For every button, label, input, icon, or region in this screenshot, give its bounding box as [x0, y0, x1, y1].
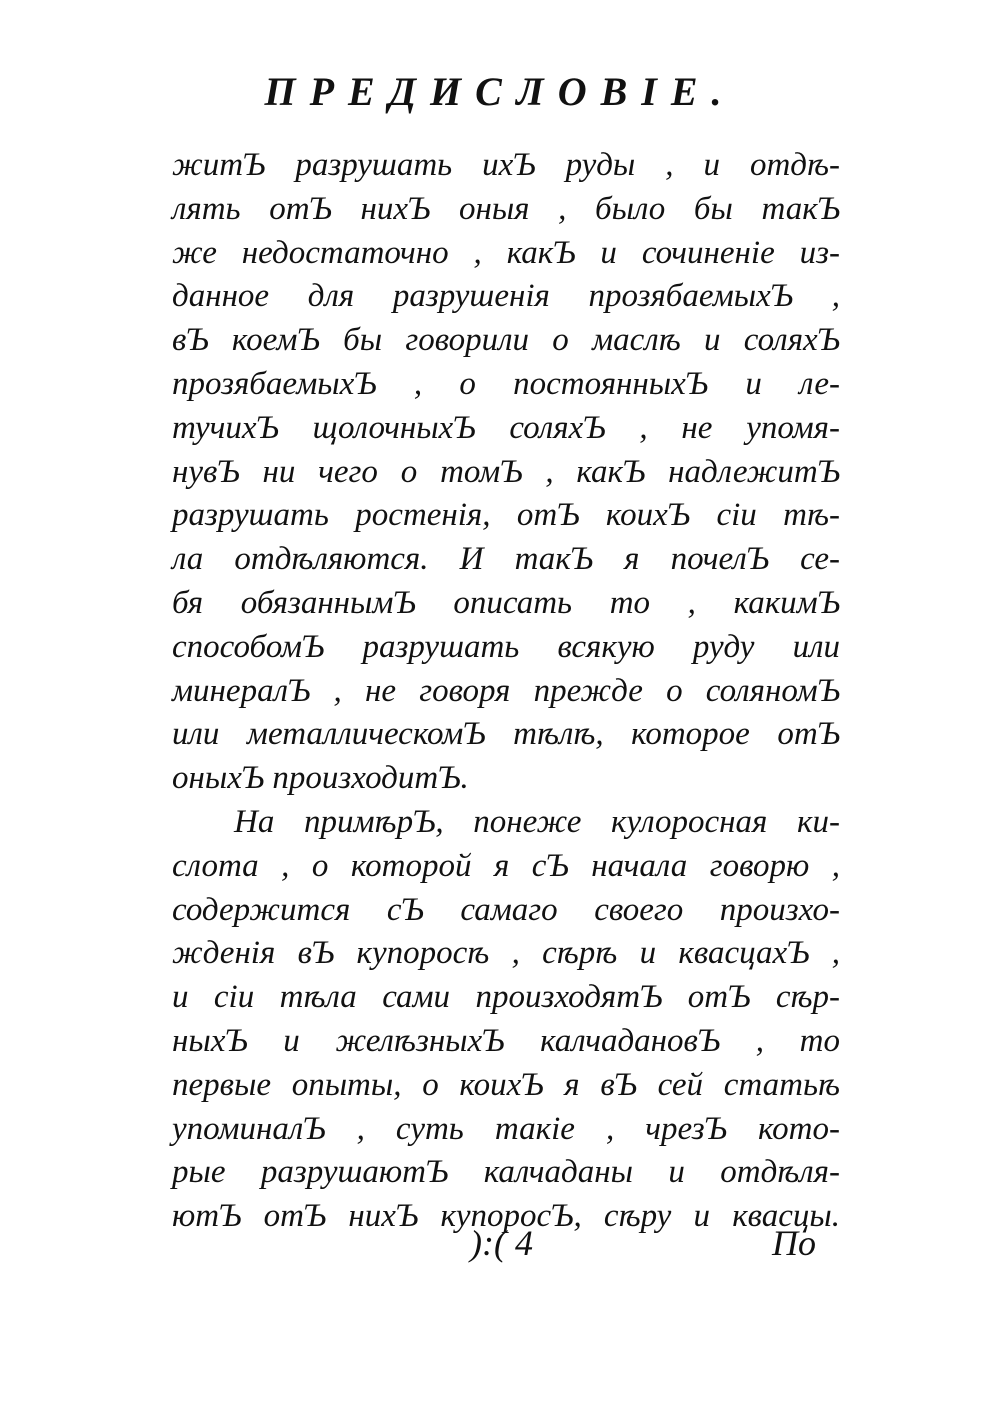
text-line-paragraph-start: На примѣрЪ, понеже кулоросная ки- — [234, 803, 840, 840]
text-line: ныхЪ и желѣзныхЪ калчадановЪ , то — [172, 1022, 840, 1059]
text-line: вЪ коемЪ бы говорили о маслѣ и соляхЪ — [172, 322, 840, 359]
running-head: ПРЕДИСЛОВІЕ. — [264, 69, 736, 114]
text-line: данное для разрушенія прозябаемыхЪ , — [172, 278, 840, 315]
text-line: же недостаточно , какЪ и сочиненіе из- — [172, 234, 840, 271]
text-line: или металлическомЪ тѣлѣ, которое отЪ — [172, 716, 840, 753]
text-line-paragraph-end: оныхЪ произходитЪ. — [172, 760, 469, 797]
text-line: житЪ разрушать ихЪ руды , и отдѣ- — [172, 147, 840, 183]
text-line: тучихЪ щолочныхЪ соляхЪ , не упомя- — [172, 409, 840, 446]
body-text — [172, 144, 840, 1239]
text-line: первые опыты, о коихЪ я вЪ сей статьѣ — [172, 1066, 840, 1103]
signature-mark: ):( 4 — [470, 1223, 533, 1263]
text-line: жденія вЪ купоросѣ , сѣрѣ и квасцахЪ , — [172, 935, 840, 972]
text-line: рые разрушаютЪ калчаданы и отдѣля- — [172, 1154, 840, 1191]
text-line: бя обязаннымЪ описать то , какимЪ — [172, 584, 840, 621]
text-line: ютЪ отЪ нихЪ купоросЪ, сѣру и квасцы. — [172, 1198, 840, 1235]
text-line: слота , о которой я сЪ начала говорю , — [172, 847, 840, 884]
text-line: и сіи тѣла сами произходятЪ отЪ сѣр- — [172, 979, 840, 1016]
text-line: ла отдѣляются. И такЪ я почелЪ се- — [172, 541, 840, 578]
text-line: минералЪ , не говоря прежде о соляномЪ — [172, 672, 840, 709]
text-line: лять отЪ нихЪ оныя , было бы такЪ — [172, 190, 840, 227]
text-line: нувЪ ни чего о томЪ , какЪ надлежитЪ — [172, 453, 840, 490]
text-line: разрушать ростенія, отЪ коихЪ сіи тѣ- — [172, 497, 840, 534]
catchword: По — [772, 1223, 816, 1263]
text-line: способомЪ разрушать всякую руду или — [172, 628, 840, 665]
text-line: прозябаемыхЪ , о постоянныхЪ и ле- — [172, 365, 840, 402]
text-line: упоминалЪ , суть такіе , чрезЪ кото- — [172, 1110, 840, 1147]
text-line: содержится сЪ самаго своего произхо- — [172, 891, 840, 928]
